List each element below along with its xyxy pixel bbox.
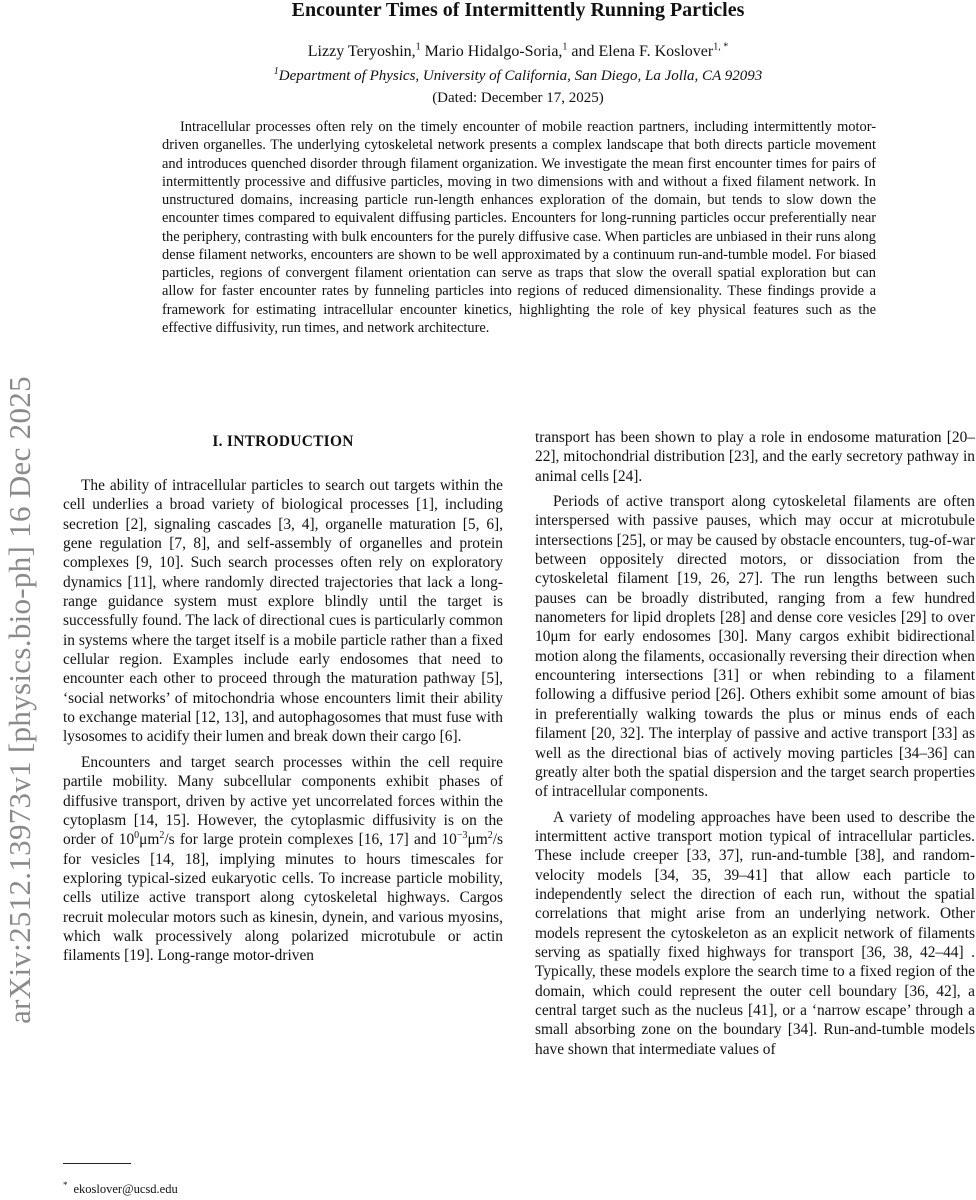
right-column: [535, 428, 975, 1065]
paper-title: Encounter Times of Intermittently Running Particles: [291, 0, 745, 21]
date-line: (Dated: December 17, 2025): [432, 90, 604, 106]
intro-paragraph-2: Encounters and target search processes within the cell require partile mobility. Many subcellular components exhibit phases of diffusive transport, driven by active yet uncorrelated forces within the cytoplasm [14, 15]. However, the cytoplasmic diffusivity is on the order of $10^0\mu m^2/s$ for large protein complexes [16, 17] and $10^{-3}\mu m^2/s$ for vesicles [14, 18], implying minutes to hours timescales for exploring typical-sized eukaryotic cells. To increase particle mobility, cells utilize active transport along cytoskeletal highways. Cargos recruit molecular motors such as kinesin, dynein, and various myosins, which walk processively along polarized microtubule or actin filaments [19]. Long-range motor-driven: [63, 753, 503, 965]
footnote-divider: [63, 1163, 131, 1164]
affiliation-text: Department of Physics, University of California, San Diego, La Jolla, CA 92093: [278, 68, 763, 84]
footnote-email: [63, 1177, 178, 1197]
author-name: Mario Hidalgo-Soria,: [424, 43, 563, 60]
author-affiliation-mark: 1, *: [713, 41, 729, 53]
author-affiliation-mark: 1: [562, 41, 568, 53]
author-affiliation-mark: 1: [415, 41, 421, 53]
intro-paragraph-4: A variety of modeling approaches have been used to describe the intermittent active transport motion typical of intracellular particles. These include creeper [33, 37], run-and-tumble [38], and random-velocity models [34, 35, 39–41] that allow each particle to independently select the direction of each run, without the spatial correlations that might arise from an underlying network. Other models represent the cytoskeleton as an explicit network of filaments serving as spatially fixed highways for transport [36, 38, 42–44] . Typically, these models explore the search time to a fixed region of the domain, which could represent the outer cell boundary [36, 42], a central target such as the nucleus [41], or a ‘narrow escape’ through a small absorbing zone on the boundary [34]. Run-and-tumble models have shown that intermediate values of: [535, 808, 975, 1058]
author-list: [60, 42, 976, 62]
author-name: and Elena F. Koslover: [571, 43, 714, 60]
arxiv-identifier-text: arXiv:2512.13973v1 [physics.bio-ph] 16 Dec 2025: [2, 376, 38, 1024]
footnote-mark: *: [63, 1180, 68, 1190]
arxiv-identifier: [0, 240, 40, 1160]
affiliation: [60, 66, 976, 86]
author-name: Lizzy Teryoshin,: [307, 43, 416, 60]
intro-paragraph-1: The ability of intracellular particles to search out targets within the cell underlies a broad variety of biological processes [1], including secretion [2], signaling cascades [3, 4], organelle maturation [5, 6], gene regulation [7, 8], and self-assembly of organelles and protein complexes [9, 10]. Such search processes often rely on exploratory dynamics [11], where randomly directed trajectories that lack a long-range guidance system must explore blindly until the target is successfully found. The lack of directional cues is particularly common in systems where the target itself is a mobile particle rather than a fixed cellular region. Examples include early endosomes that need to encounter each other to proceed through the maturation pathway [5], ‘social networks’ of mitochondria whose encounters limit their ability to exchange material [12, 13], and autophagosomes that must fuse with lysosomes to acidify their lumen and break down their cargo [6].: [63, 477, 503, 746]
intro-paragraph-2-continued: transport has been shown to play a role in endosome maturation [20–22], mitochondrial distribution [23], and the early secretory pathway in animal cells [24].: [535, 429, 975, 485]
section-heading-introduction: I. INTRODUCTION: [212, 433, 354, 450]
affiliation-mark: 1: [273, 66, 279, 77]
left-column: [63, 430, 503, 972]
intro-paragraph-3: Periods of active transport along cytoskeletal filaments are often interspersed with passive pauses, which may occur at microtubule intersections [25], or may be caused by obstacle encounters, tug-of-war between oppositely directed motors, or dissociation from the cytoskeletal filament [19, 26, 27]. The run lengths between such pauses can be broadly distributed, ranging from a few hundred nanometers for lipid droplets [28] and dense core vesicles [29] to over 10μm for early endosomes [30]. Many cargos exhibit bidirectional motion along the filaments, occasionally reversing their direction when encountering intersections [31] or when rebinding to a filament following a diffusive period [26]. Others exhibit some amount of bias in preferentially walking towards the plus or minus ends of each filament [20, 32]. The interplay of passive and active transport [33] as well as the directional bias of actively moving particles [34–36] can greatly alter both the spatial dispersion and the target search properties of intracellular components.: [535, 493, 975, 801]
abstract: Intracellular processes often rely on the timely encounter of mobile reaction partners, including intermittently motor-driven organelles. The underlying cytoskeletal network presents a complex landscape that both directs particle movement and introduces quenched disorder through filament organization. We investigate the mean first encounter times for pairs of intermittently processive and diffusive particles, moving in two dimensions with and without a fixed filament network. In unstructured domains, increasing particle run-length enhances exploration of the domain, but tends to slow down the encounter times compared to equivalent diffusing particles. Encounters for long-running particles occur preferentially near the periphery, contrasting with bulk encounters for the purely diffusive case. When particles are unbiased in their runs along dense filament networks, encounters are shown to be well approximated by a continuum run-and-tumble model. For biased particles, regions of convergent filament orientation can serve as traps that slow the overall spatial exploration but can allow for faster encounter rates by funneling particles into regions of reduced dimensionality. These findings provide a framework for estimating intracellular encounter kinetics, highlighting the role of key physical features such as the effective diffusivity, run times, and network architecture.: [162, 119, 876, 336]
footnote-email-text: ekoslover@ucsd.edu: [73, 1182, 178, 1197]
